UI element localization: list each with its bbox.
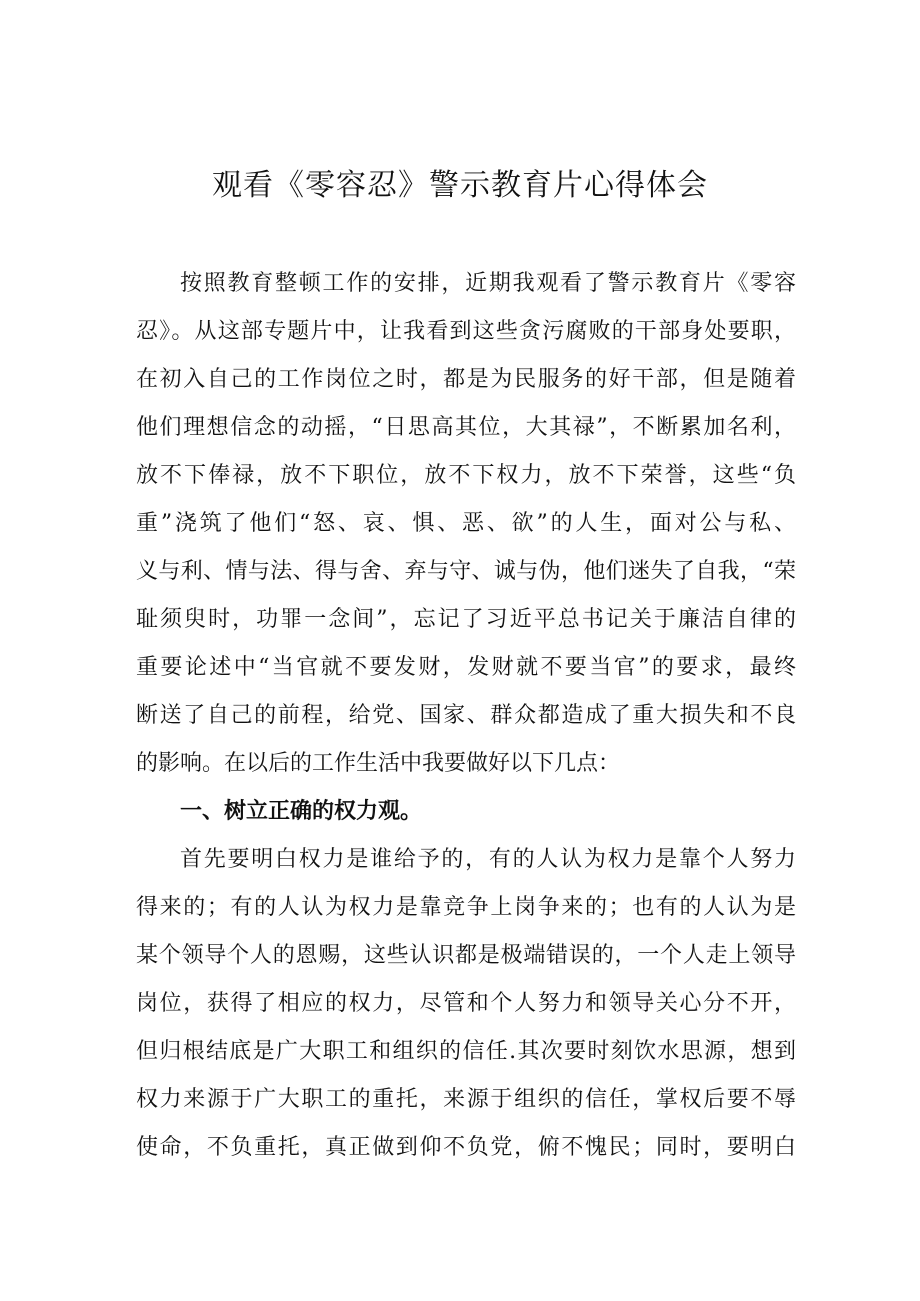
paragraph-line: 使命，不负重托，真正做到仰不负党，俯不愧民；同时，要明白 — [136, 1135, 796, 1160]
paragraph-line: 权力来源于广大职工的重托，来源于组织的信任，掌权后要不辱 — [136, 1087, 796, 1112]
document-title: 观看《零容忍》警示教育片心得体会 — [212, 168, 708, 203]
paragraph-line: 得来的；有的人认为权力是靠竞争上岗争来的；也有的人认为是 — [136, 895, 796, 920]
paragraph-line: 断送了自己的前程，给党、国家、群众都造成了重大损失和不良 — [136, 703, 796, 728]
paragraph-line: 但归根结底是广大职工和组织的信任.其次要时刻饮水思源，想到 — [136, 1039, 796, 1064]
document-body — [136, 260, 796, 1172]
paragraph-line: 他们理想信念的动摇，“日思高其位，大其禄”，不断累加名利， — [136, 415, 796, 440]
paragraph-line: 岗位，获得了相应的权力，尽管和个人努力和领导关心分不开， — [136, 991, 796, 1016]
section-heading: 一、树立正确的权力观。 — [180, 799, 423, 824]
paragraph-line: 忍》。从这部专题片中，让我看到这些贪污腐败的干部身处要职， — [136, 319, 796, 344]
paragraph-line: 的影响。在以后的工作生活中我要做好以下几点： — [136, 751, 621, 776]
paragraph-line: 某个领导个人的恩赐，这些认识都是极端错误的，一个人走上领导 — [136, 943, 796, 968]
paragraph-line: 义与利、情与法、得与舍、弃与守、诚与伪，他们迷失了自我，“荣 — [136, 559, 796, 584]
paragraph-line: 重要论述中“当官就不要发财，发财就不要当官”的要求，最终 — [136, 655, 796, 680]
paragraph-line: 按照教育整顿工作的安排，近期我观看了警示教育片《零容 — [180, 271, 796, 296]
paragraph-line: 首先要明白权力是谁给予的，有的人认为权力是靠个人努力 — [180, 847, 796, 872]
paragraph-line: 放不下俸禄，放不下职位，放不下权力，放不下荣誉，这些“负 — [136, 463, 796, 488]
paragraph-line: 耻须臾时，功罪一念间”，忘记了习近平总书记关于廉洁自律的 — [136, 607, 796, 632]
paragraph-line: 重”浇筑了他们“怒、哀、惧、恶、欲”的人生，面对公与私、 — [136, 511, 796, 536]
paragraph-line: 在初入自己的工作岗位之时，都是为民服务的好干部，但是随着 — [136, 367, 796, 392]
